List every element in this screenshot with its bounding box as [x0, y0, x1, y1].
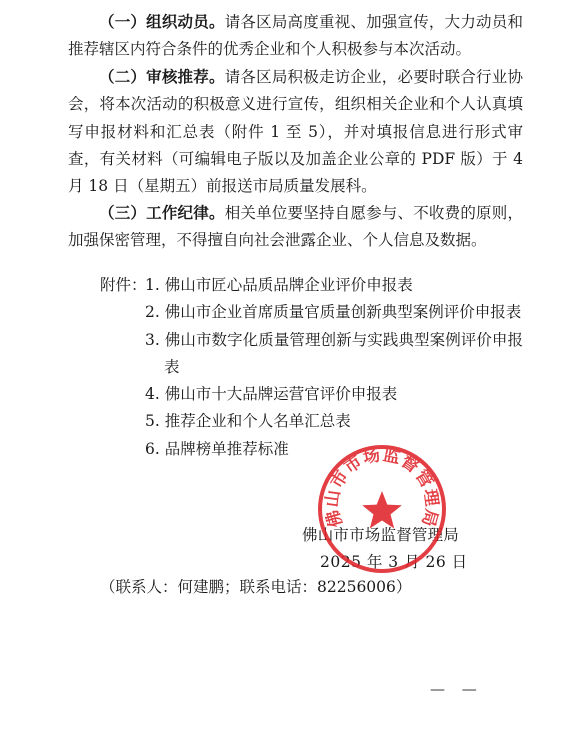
paragraph-organize — [68, 9, 523, 64]
attachment-item: 3. 佛山市数字化质量管理创新与实践典型案例评价申报表 — [145, 330, 523, 376]
attachment-item: 4. 佛山市十大品牌运营官评价申报表 — [145, 385, 398, 404]
attachment-item: 1. 佛山市匠心品质品牌企业评价申报表 — [145, 276, 413, 294]
contact-info: （联系人：何建鹏；联系电话：82256006） — [100, 578, 412, 596]
signature-organization: 佛山市市场监督管理局 — [302, 526, 460, 544]
paragraph-body: 请各区局高度重视、加强宣传，大力动员和推荐辖区内符合条件的优秀企业和个人积极参与本次活动。 — [68, 13, 523, 59]
attachment-item: 2. 佛山市企业首席质量官质量创新典型案例评价申报表 — [145, 303, 522, 322]
attachments-list — [145, 272, 523, 463]
paragraph-heading: （三）工作纪律。 — [99, 204, 225, 222]
page-footer-dash: — — — [430, 680, 483, 698]
attachments-label: 附件： — [100, 276, 147, 294]
seal-group — [320, 444, 444, 571]
paragraph-heading: （一）组织动员。 — [99, 13, 225, 31]
paragraph-heading: （二）审核推荐。 — [99, 68, 225, 86]
paragraph-discipline — [68, 200, 523, 255]
attachment-item: 5. 推荐企业和个人名单汇总表 — [145, 412, 351, 431]
paragraph-body: 相关单位要坚持自愿参与、不收费的原则，加强保密管理，不得擅自向社会泄露企业、个人信息及数据。 — [68, 204, 523, 250]
paragraph-body: 请各区局积极走访企业，必要时联合行业协会，将本次活动的积极意义进行宣传，组织相关企业和个人认真填写申报材料和汇总表（附件 1 至 5），并对填报信息进行形式审查，有关材料（可编辑电子版以及加盖企业公章的 PDF 版）于 4 月 18 日（星期五）前报送市局质量发展科。 — [68, 68, 523, 196]
paragraph-review — [68, 64, 523, 200]
signature-date: 2025 年 3 月 26 日 — [320, 553, 468, 571]
attachment-item: 6. 品牌榜单推荐标准 — [145, 439, 289, 458]
official-seal — [316, 443, 448, 575]
seal-text-path: 佛山市市场监督管理局 — [322, 445, 442, 530]
seal-star-icon — [362, 491, 402, 529]
